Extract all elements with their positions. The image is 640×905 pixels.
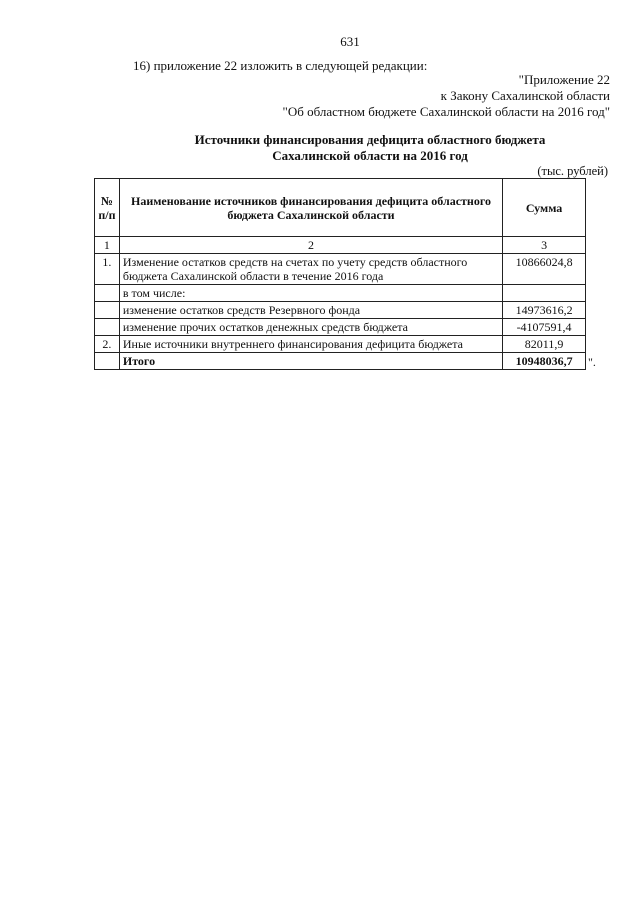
index-cell: 2 [119,237,502,254]
index-cell: 1 [95,237,120,254]
appendix-line-3: "Об областном бюджете Сахалинской области на 2016 год" [282,104,610,119]
table-row [95,336,586,353]
row-name: изменение остатков средств Резервного фонда [119,302,502,319]
table-header-row [95,179,586,237]
total-no [95,353,120,370]
table-row [95,302,586,319]
total-name: Итого [119,353,502,370]
row-no [95,319,120,336]
row-sum: -4107591,4 [503,319,586,336]
closing-quote: ". [588,355,596,369]
title-line-2: Сахалинской области на 2016 год [272,148,468,163]
row-sum: 14973616,2 [503,302,586,319]
financing-sources-table [94,178,586,370]
appendix-reference [283,72,610,120]
row-name: изменение прочих остатков денежных средств бюджета [119,319,502,336]
index-cell: 3 [503,237,586,254]
appendix-line-1: "Приложение 22 [518,72,610,87]
row-name: в том числе: [119,285,502,302]
row-name: Иные источники внутреннего финансирования дефицита бюджета [119,336,502,353]
total-sum: 10948036,7 [503,353,586,370]
row-no [95,302,120,319]
row-no: 1. [95,254,120,285]
table-row [95,254,586,285]
document-title [180,132,560,164]
table-row [95,319,586,336]
row-name: Изменение остатков средств на счетах по учету средств областного бюджета Сахалинской области в течение 2016 года [119,254,502,285]
appendix-line-2: к Закону Сахалинской области [440,88,610,103]
page-number: 631 [340,34,360,49]
intro-text: 16) приложение 22 изложить в следующей редакции: [133,58,428,73]
units-label: (тыс. рублей) [537,164,608,178]
table-total-row [95,353,586,370]
table-row [95,285,586,302]
header-sum: Сумма [503,179,586,237]
row-sum [503,285,586,302]
row-no [95,285,120,302]
title-line-1: Источники финансирования дефицита областного бюджета [194,132,546,147]
table-index-row [95,237,586,254]
row-no: 2. [95,336,120,353]
row-sum: 10866024,8 [503,254,586,285]
header-no: № п/п [95,179,120,237]
row-sum: 82011,9 [503,336,586,353]
header-name: Наименование источников финансирования дефицита областного бюджета Сахалинской области [119,179,502,237]
